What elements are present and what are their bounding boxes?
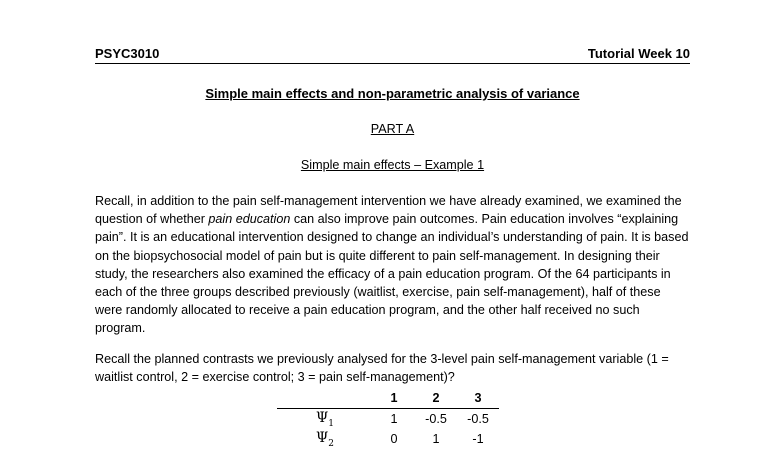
page-header bbox=[95, 46, 690, 64]
tutorial-week: Tutorial Week 10 bbox=[587, 46, 690, 61]
table-row bbox=[277, 409, 499, 430]
table-row bbox=[277, 429, 499, 449]
italic-term: pain education bbox=[208, 212, 291, 227]
document-title: Simple main effects and non-parametric analysis of variance bbox=[205, 86, 580, 101]
table-cell: -0.5 bbox=[467, 412, 489, 426]
paragraph-text-2: can also improve pain outcomes. Pain education involves “explaining pain”. It is an educational intervention designed to change an individual’s understanding of pain. It is based on the biopsychosocial model of pain but is quite different to pain self-management. In designing their study, the researchers also examined the efficacy of a pain education program. Of the 64 participants in each of the three groups described previously (waitlist, exercise, pain self-management), half of these were randomly allocated to receive a pain education program, and the other half received no such program. bbox=[95, 212, 689, 336]
course-code: PSYC3010 bbox=[95, 46, 160, 61]
table-cell: 1 bbox=[390, 412, 398, 426]
table-cell: 1 bbox=[432, 432, 440, 446]
paragraph-text-1: Recall, in addition to the pain self-management intervention we have already examined, we examined the question of whether bbox=[95, 194, 682, 227]
table-header-row bbox=[277, 388, 499, 409]
part-heading: PART A bbox=[370, 122, 415, 136]
row-label bbox=[277, 429, 373, 449]
table-cell: -0.5 bbox=[425, 412, 447, 426]
table-cell: 0 bbox=[390, 432, 398, 446]
psi-subscript: 2 bbox=[328, 438, 334, 449]
column-header: 2 bbox=[415, 388, 457, 409]
row-label bbox=[277, 409, 373, 430]
psi-symbol: Ψ bbox=[315, 429, 329, 446]
contrast-table bbox=[277, 388, 499, 449]
psi-subscript: 1 bbox=[328, 418, 334, 429]
column-header: 1 bbox=[373, 388, 415, 409]
section-heading: Simple main effects – Example 1 bbox=[300, 158, 485, 172]
intro-paragraph bbox=[95, 192, 690, 338]
contrasts-paragraph: Recall the planned contrasts we previously analysed for the 3-level pain self-management variable (1 = waitlist control, 2 = exercise control; 3 = pain self-management)? bbox=[95, 352, 669, 385]
table-cell: -1 bbox=[472, 432, 484, 446]
psi-symbol: Ψ bbox=[315, 409, 329, 426]
column-header: 3 bbox=[457, 388, 499, 409]
